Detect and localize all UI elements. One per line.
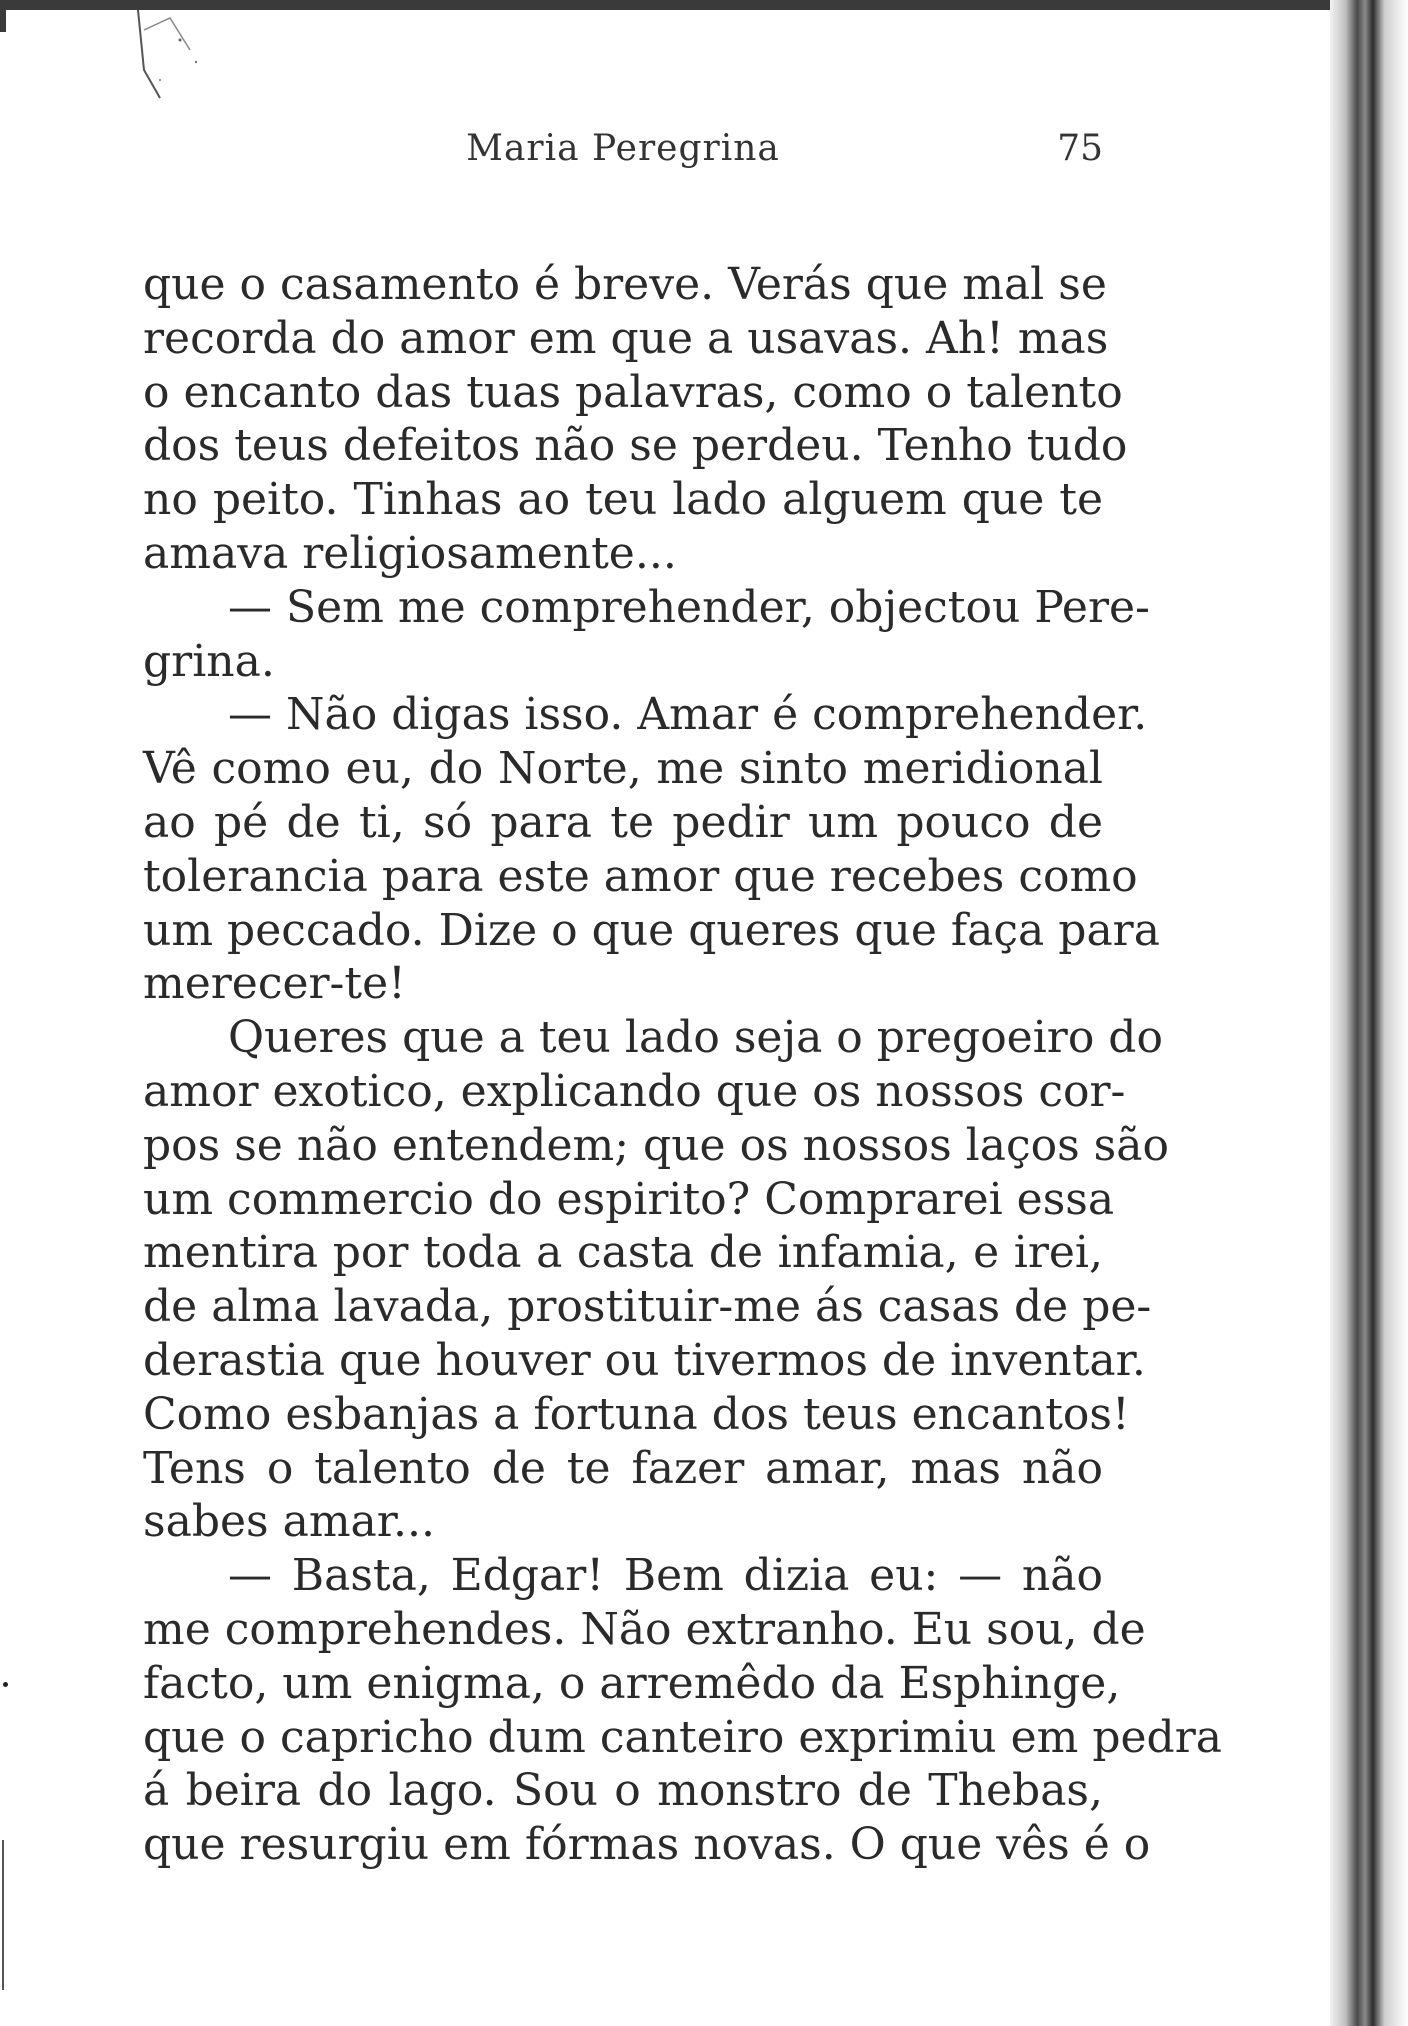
scan-top-edge <box>0 0 1330 10</box>
text-line: de alma lavada, prostituir-me ás casas de pe- <box>143 1281 1152 1333</box>
text-line: á beira do lago. Sou o monstro de Thebas, <box>143 1765 1103 1817</box>
page-header <box>143 128 1103 188</box>
text-line: facto, um enigma, o arremêdo da Esphinge, <box>143 1657 1121 1709</box>
text-line: que o casamento é breve. Verás que mal se <box>143 259 1107 310</box>
text-line: — Basta, Edgar! Bem dizia eu: — não <box>228 1550 1103 1602</box>
page-body <box>143 258 1222 1872</box>
scan-left-edge <box>2 1840 4 1990</box>
text-line: Como esbanjas a fortuna dos teus encantos! <box>143 1388 1130 1440</box>
text-line: Queres que a teu lado seja o pregoeiro do <box>228 1012 1163 1064</box>
text-line: pos se não entendem; que os nossos laços são <box>143 1119 1169 1171</box>
text-line: amava religiosamente... <box>143 527 677 579</box>
page-number: 75 <box>1057 128 1103 169</box>
text-line: me comprehendes. Não extranho. Eu sou, de <box>143 1603 1146 1655</box>
text-line: — Sem me comprehender, objectou Pere- <box>228 581 1150 633</box>
text-line: o encanto das tuas palavras, como o talento <box>143 366 1123 418</box>
text-line: ao pé de ti, só para te pedir um pouco de <box>143 796 1103 848</box>
text-line: amor exotico, explicando que os nossos cor- <box>143 1065 1126 1117</box>
text-line: que o capricho dum canteiro exprimiu em pedra <box>143 1711 1222 1763</box>
text-line: mentira por toda a casta de infamia, e irei, <box>143 1227 1103 1279</box>
text-line: recorda do amor em que a usavas. Ah! mas <box>143 312 1109 364</box>
scan-corner-mark <box>0 0 6 32</box>
text-line: Vê como eu, do Norte, me sinto meridional <box>143 743 1103 795</box>
text-line: merecer-te! <box>143 958 406 1010</box>
text-line: que resurgiu em fórmas novas. O que vês é o <box>143 1819 1151 1871</box>
text-line: sabes amar... <box>143 1496 435 1548</box>
scan-specks <box>130 10 220 110</box>
text-line: um commercio do espirito? Comprarei essa <box>143 1173 1115 1225</box>
text-line: tolerancia para este amor que recebes como <box>143 850 1138 902</box>
text-line: derastia que houver ou tivermos de inventar. <box>143 1334 1146 1386</box>
scan-dot <box>3 1682 8 1687</box>
text-line: um peccado. Dize o que queres que faça para <box>143 904 1160 956</box>
book-gutter-shadow <box>1330 0 1408 2026</box>
text-line: Tens o talento de te fazer amar, mas não <box>143 1442 1103 1494</box>
text-line: — Não digas isso. Amar é comprehender. <box>228 689 1148 741</box>
text-line: dos teus defeitos não se perdeu. Tenho tudo <box>143 420 1128 472</box>
text-line: grina. <box>143 635 275 687</box>
text-line: no peito. Tinhas ao teu lado alguem que te <box>143 474 1103 526</box>
running-title: Maria Peregrina <box>466 128 780 169</box>
